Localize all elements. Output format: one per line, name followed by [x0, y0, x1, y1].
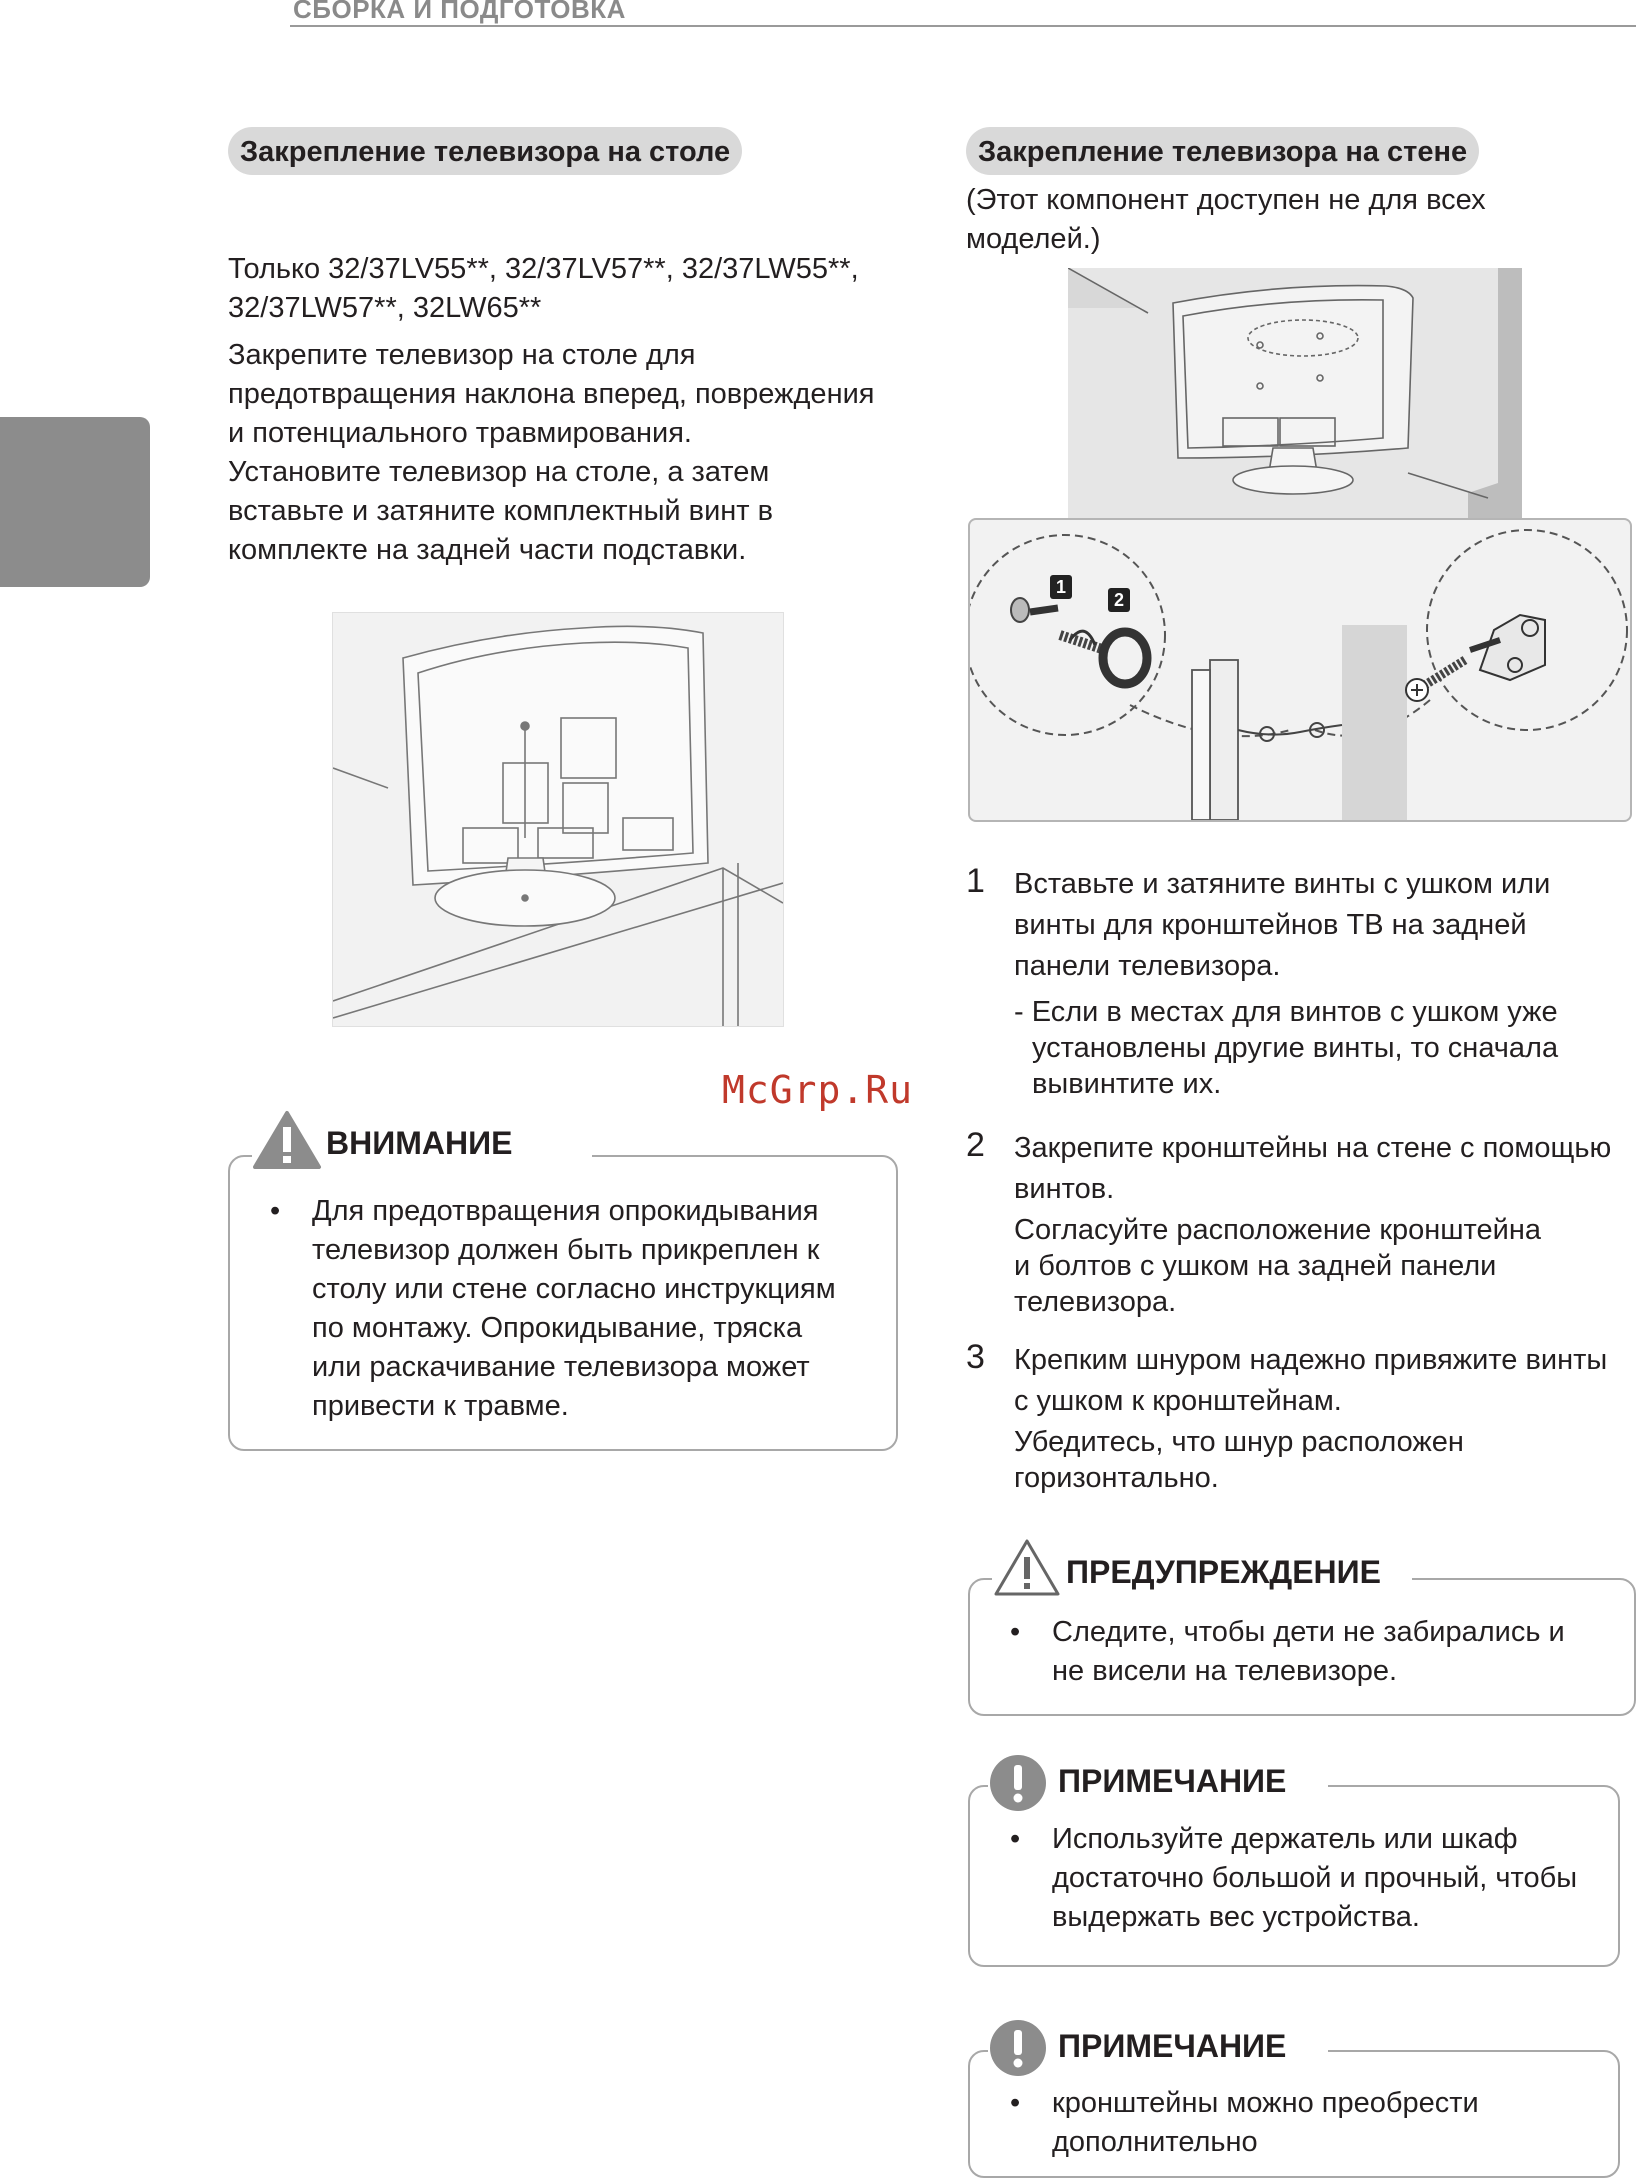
figure-badge-2: 2 [1113, 590, 1125, 610]
step-3-subnote [1014, 1424, 1614, 1496]
note-2-title: ПРИМЕЧАНИЕ [1052, 2028, 1296, 2065]
note-1-bullet [1010, 1820, 1610, 1937]
wall-mount-illustration [1068, 268, 1522, 518]
paragraph1-line: Закрепите телевизор на столе для [228, 339, 696, 371]
caution-bullet [270, 1192, 870, 1426]
note-2-bullet [1010, 2084, 1610, 2162]
step-sub-line: горизонтально. [1014, 1462, 1219, 1494]
paragraph2-line: комплекте на задней части подставки. [228, 534, 747, 566]
step-line: Закрепите кронштейны на стене с помощью [1014, 1132, 1612, 1164]
step-3-text [1014, 1340, 1634, 1422]
warning-line: не висели на телевизоре. [1052, 1655, 1398, 1687]
chapter-side-tab [0, 417, 150, 587]
paragraph2-line: Установите телевизор на столе, а затем [228, 456, 770, 488]
step-2-subnote [1014, 1212, 1614, 1320]
step-line: Крепким шнуром надежно привяжите винты [1014, 1344, 1608, 1376]
section-title-wall-mount: Закрепление телевизора на стене [966, 127, 1479, 175]
note-2-header [988, 2018, 1328, 2078]
availability-line: (Этот компонент доступен не для всех [966, 184, 1486, 216]
step-sub-line: и болтов с ушком на задней панели [1014, 1250, 1497, 1282]
models-line-1: Только 32/37LV55**, 32/37LV57**, 32/37LW55**, [228, 253, 859, 285]
table-mount-instructions [228, 336, 908, 570]
step-2-text [1014, 1128, 1634, 1210]
note-line: выдержать вес устройства. [1052, 1901, 1420, 1933]
tv-on-table-drawing [333, 613, 783, 1026]
step-line: винты для кронштейнов ТВ на задней [1014, 909, 1527, 941]
caution-header [252, 1110, 592, 1172]
warning-line: Следите, чтобы дети не забирались и [1052, 1616, 1565, 1648]
caution-line: Для предотвращения опрокидывания [312, 1195, 819, 1227]
step-sub-line: Убедитесь, что шнур расположен [1014, 1426, 1464, 1458]
step-1-text [1014, 864, 1614, 987]
warning-triangle-outline-icon [992, 1537, 1062, 1597]
watermark-text: McGrp.Ru [722, 1068, 914, 1112]
paragraph2-line: вставьте и затяните комплектный винт в [228, 495, 774, 527]
table-mount-illustration [332, 612, 784, 1027]
caution-line: по монтажу. Опрокидывание, тряска [312, 1312, 803, 1344]
step-line: Вставьте и затяните винты с ушком или [1014, 868, 1551, 900]
step-sub-line: Согласуйте расположение кронштейна [1014, 1214, 1541, 1246]
bullet-mark: • [1010, 2087, 1021, 2119]
caution-line: телевизор должен быть прикреплен к [312, 1234, 820, 1266]
caution-line: или раскачивание телевизора может [312, 1351, 810, 1383]
tv-against-wall-drawing [1068, 268, 1522, 518]
running-header: СБОРКА И ПОДГОТОВКА [293, 0, 626, 24]
bullet-mark: • [1010, 1616, 1021, 1648]
warning-header [992, 1537, 1412, 1599]
step-sub-line: - Если в местах для винтов с ушком уже [1014, 996, 1558, 1028]
step-1-subnote [1014, 994, 1614, 1102]
step-sub-line: вывинтите их. [1032, 1068, 1222, 1100]
paragraph1-line: предотвращения наклона вперед, повреждения [228, 378, 875, 410]
step-sub-line: телевизора. [1014, 1286, 1177, 1318]
availability-note [966, 181, 1606, 259]
figure-badge-1: 1 [1055, 577, 1067, 597]
exclamation-circle-icon [988, 2018, 1048, 2078]
note-line: достаточно большой и прочный, чтобы [1052, 1862, 1578, 1894]
availability-line: моделей.) [966, 223, 1101, 255]
bullet-mark: • [270, 1195, 281, 1227]
note-1-header [988, 1753, 1328, 1813]
warning-triangle-icon [252, 1110, 322, 1170]
step-sub-line: установлены другие винты, то сначала [1032, 1032, 1559, 1064]
section-title-table-mount: Закрепление телевизора на столе [228, 127, 742, 175]
models-line-2: 32/37LW57**, 32LW65** [228, 292, 542, 324]
bracket-detail-illustration [968, 518, 1632, 822]
step-number: 3 [966, 1338, 985, 1376]
model-list [228, 250, 908, 328]
caution-title: ВНИМАНИЕ [320, 1125, 522, 1162]
eye-bolt-bracket-drawing [970, 520, 1630, 820]
header-rule [290, 25, 1636, 27]
caution-line: привести к травме. [312, 1390, 569, 1422]
warning-bullet [1010, 1613, 1610, 1691]
note-line: кронштейны можно преобрести [1052, 2087, 1479, 2119]
note-line: Используйте держатель или шкаф [1052, 1823, 1518, 1855]
warning-title: ПРЕДУПРЕЖДЕНИЕ [1060, 1554, 1391, 1591]
note-line: дополнительно [1052, 2126, 1258, 2158]
step-line: панели телевизора. [1014, 950, 1281, 982]
bullet-mark: • [1010, 1823, 1021, 1855]
step-line: с ушком к кронштейнам. [1014, 1385, 1342, 1417]
step-number: 1 [966, 862, 985, 900]
step-number: 2 [966, 1126, 985, 1164]
exclamation-circle-icon [988, 1753, 1048, 1813]
step-line: винтов. [1014, 1173, 1115, 1205]
paragraph1-line: и потенциального травмирования. [228, 417, 692, 449]
caution-line: столу или стене согласно инструкциям [312, 1273, 836, 1305]
note-1-title: ПРИМЕЧАНИЕ [1052, 1763, 1296, 1800]
